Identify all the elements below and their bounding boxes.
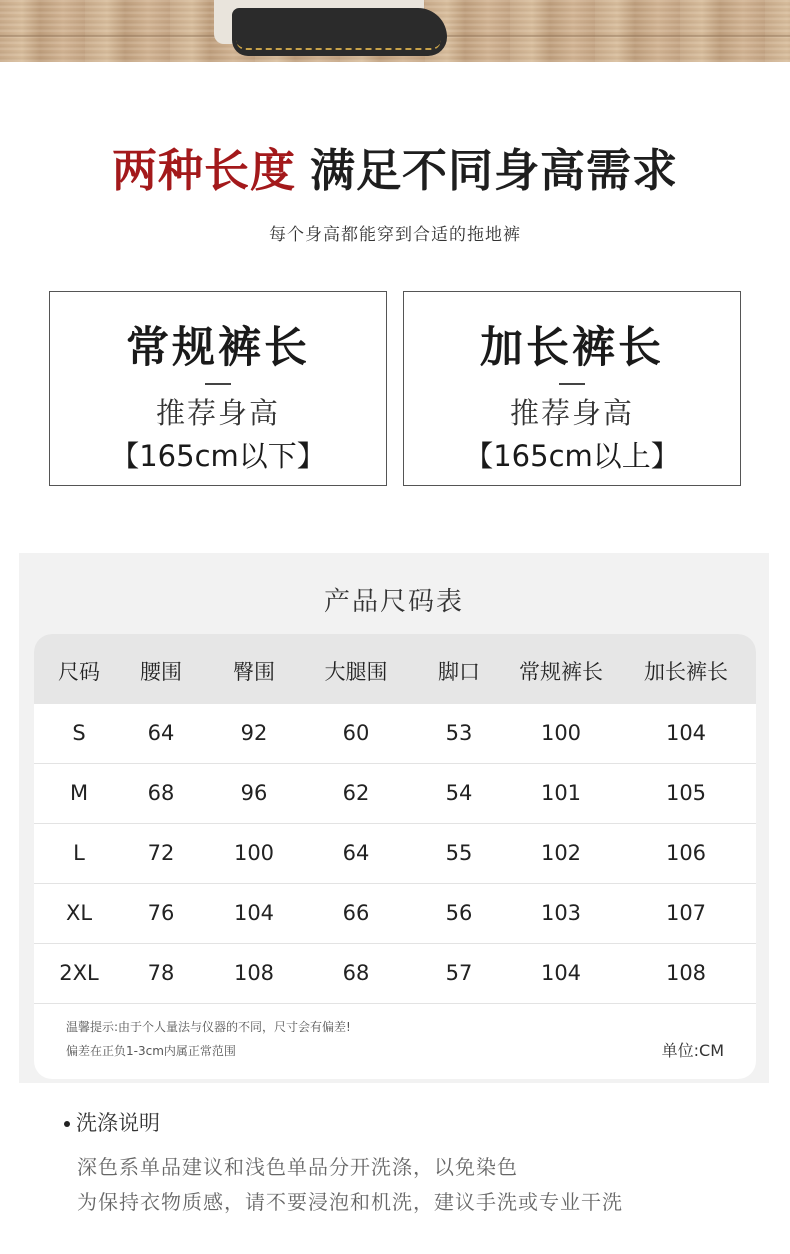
box-title: 加长裤长 [480, 323, 664, 373]
table-cell: 102 [540, 841, 582, 865]
table-row [34, 944, 756, 1004]
table-cell: 101 [540, 781, 582, 805]
table-cell: 2XL [59, 961, 99, 985]
table-cell: 55 [445, 841, 473, 865]
table-cell: 56 [445, 901, 473, 925]
column-header: 尺码 [58, 660, 100, 684]
table-cell: 68 [342, 961, 370, 985]
box-divider [205, 383, 231, 385]
table-cell: 66 [342, 901, 370, 925]
table-cell: 64 [342, 841, 370, 865]
box-range: 【165cm以下】 [110, 438, 326, 473]
table-cell: 76 [147, 901, 175, 925]
table-row [34, 884, 756, 944]
table-cell: 68 [147, 781, 175, 805]
table-cell: 107 [665, 901, 707, 925]
box-divider [559, 383, 585, 385]
table-cell: 78 [147, 961, 175, 985]
table-cell: 96 [240, 781, 268, 805]
size-chart-panel [19, 553, 769, 1083]
table-cell: 54 [445, 781, 473, 805]
bullet-icon [64, 1121, 70, 1127]
washing-line-2: 为保持衣物质感，请不要浸泡和机洗，建议手洗或专业干洗 [77, 1190, 623, 1214]
table-cell: 92 [240, 721, 268, 745]
subline: 每个身高都能穿到合适的拖地裤 [269, 225, 521, 245]
headline-black: 满足不同身高需求 [310, 144, 679, 197]
size-chart-title: 产品尺码表 [323, 587, 464, 617]
headline-red: 两种长度 [111, 144, 296, 197]
washing-heading [64, 1107, 160, 1137]
product-photo [0, 0, 790, 62]
note-line-1: 温馨提示:由于个人量法与仪器的不同，尺寸会有偏差! [66, 1020, 351, 1034]
regular-length-box [49, 291, 387, 486]
table-cell: 57 [445, 961, 473, 985]
table-row [34, 824, 756, 884]
box-title: 常规裤长 [126, 323, 310, 373]
table-cell: XL [65, 901, 93, 925]
table-cell: 104 [233, 901, 275, 925]
note-line-2: 偏差在正负1-3cm内属正常范围 [66, 1044, 236, 1058]
washing-line-1: 深色系单品建议和浅色单品分开洗涤，以免染色 [77, 1155, 518, 1179]
table-header [34, 634, 756, 704]
column-header: 常规裤长 [519, 660, 603, 684]
unit-label: 单位:CM [661, 1041, 724, 1060]
box-recommend: 推荐身高 [509, 395, 634, 430]
size-table [34, 634, 756, 1079]
table-cell: 104 [540, 961, 582, 985]
table-cell: L [73, 841, 85, 865]
table-cell: 103 [540, 901, 582, 925]
table-cell: 105 [665, 781, 707, 805]
long-length-box [403, 291, 741, 486]
table-cell: 60 [342, 721, 370, 745]
table-cell: 62 [342, 781, 370, 805]
table-cell: S [72, 721, 86, 745]
table-row [34, 704, 756, 764]
table-cell: 106 [665, 841, 707, 865]
column-header: 臀围 [233, 660, 275, 684]
table-cell: 64 [147, 721, 175, 745]
box-recommend: 推荐身高 [155, 395, 280, 430]
table-cell: 108 [665, 961, 707, 985]
table-cell: M [69, 781, 89, 805]
table-cell: 100 [233, 841, 275, 865]
headline [0, 134, 790, 199]
table-row [34, 764, 756, 824]
column-header: 加长裤长 [644, 660, 728, 684]
table-cell: 108 [233, 961, 275, 985]
washing-heading-text: 洗涤说明 [76, 1111, 160, 1135]
table-cell: 72 [147, 841, 175, 865]
table-cell: 104 [665, 721, 707, 745]
column-header: 脚口 [438, 660, 480, 684]
column-header: 腰围 [140, 660, 182, 684]
table-cell: 100 [540, 721, 582, 745]
box-range: 【165cm以上】 [464, 438, 680, 473]
table-cell: 53 [445, 721, 473, 745]
column-header: 大腿围 [324, 660, 388, 684]
